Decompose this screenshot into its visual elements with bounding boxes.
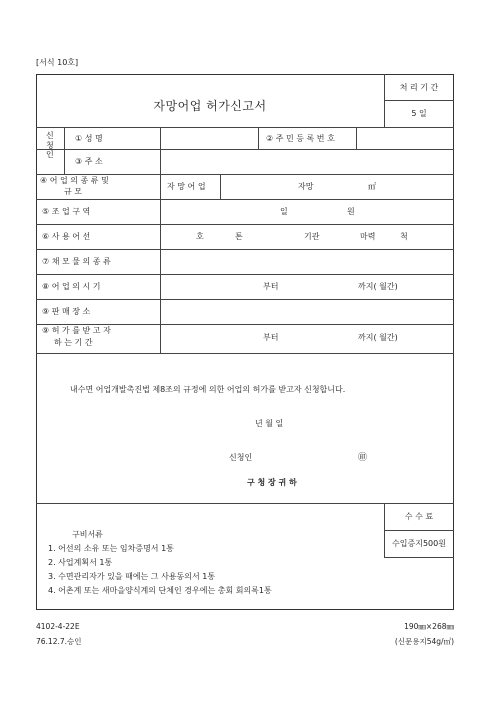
row-divider [36, 299, 454, 300]
fee-value: 수입증지500원 [392, 539, 446, 548]
applicant-signature-label: 신청인 [229, 453, 253, 462]
period-to: 까지( 월간) [358, 282, 398, 291]
fishery-type-unit: ㎡ [368, 182, 376, 191]
fee-label: 수 수 료 [404, 512, 434, 521]
sales-label: ⑨ 판 매 장 소 [42, 307, 91, 316]
approval-date: 76.12.7.승인 [36, 637, 82, 646]
vessel-unit-4: 마력 [360, 232, 376, 241]
form-title: 자망어업 허가신고서 [153, 99, 267, 113]
permit-label-line2: 하 는 기 간 [54, 338, 93, 347]
seal-mark: ㊞ [358, 453, 368, 463]
vessel-unit-1: 호 [196, 232, 204, 241]
title-divider [384, 74, 385, 127]
period-label: ⑧ 어 업 의 시 기 [42, 282, 101, 291]
paper-spec: (신문용지54g/㎡) [394, 637, 454, 646]
fee-divider [384, 530, 454, 531]
processing-divider [384, 100, 454, 101]
processing-label: 처 리 기 간 [399, 83, 439, 92]
documents-heading: 구비서류 [72, 530, 103, 539]
document-item: 3. 수면관리자가 있을 때에는 그 사용동의서 1통 [48, 572, 216, 581]
form-number: [서식 10호] [36, 58, 79, 67]
applicant-label: 신 청 인 [46, 131, 54, 160]
form-code: 4102-4-22E [36, 622, 80, 631]
row-divider [36, 353, 454, 354]
declaration-date: 년 월 일 [255, 419, 284, 428]
fishery-divider [220, 174, 221, 199]
processing-value: 5 일 [411, 109, 427, 118]
fishery-type-unit-prefix: 자망 [298, 182, 314, 191]
vessel-unit-3: 기관 [304, 232, 320, 241]
applicant-divider [64, 127, 65, 174]
row-divider [36, 149, 454, 150]
row-divider [36, 127, 454, 128]
vessel-unit-5: 척 [400, 232, 408, 241]
fee-column-divider [384, 503, 385, 557]
period-from: 부터 [263, 282, 279, 291]
permit-label-line1: ⑨ 허 가 를 받 고 자 [42, 326, 111, 335]
fee-divider [384, 557, 454, 558]
row-divider [36, 249, 454, 250]
label-column-divider [160, 127, 161, 353]
recipient: 구 청 장 귀 하 [247, 478, 297, 487]
permit-from: 부터 [263, 333, 279, 342]
fishery-type-label-line1: ④ 어 업 의 종 류 및 [40, 176, 109, 185]
area-unit-2: 원 [347, 207, 355, 216]
resident-number-label: ② 주 민 등 록 번 호 [266, 134, 335, 143]
fishery-type-label-line2: 규 모 [64, 187, 82, 196]
name-divider [258, 127, 259, 149]
address-label: ③ 주 소 [75, 157, 103, 166]
catch-label: ⑦ 채 모 물 의 종 류 [42, 257, 111, 266]
declaration-text: 내수면 어업개발촉진법 제8조의 규정에 의한 어업의 허가를 받고자 신청합니다. [70, 385, 346, 394]
paper-size: 190㎜×268㎜ [404, 622, 454, 631]
area-label: ⑤ 조 업 구 역 [42, 207, 91, 216]
document-item: 1. 어선의 소유 또는 임차증명서 1통 [48, 544, 174, 553]
row-divider [36, 274, 454, 275]
resident-divider [356, 127, 357, 149]
permit-to: 까지( 월간) [358, 333, 398, 342]
area-unit-1: 일 [280, 207, 288, 216]
document-item: 4. 어촌계 또는 새마을양식계의 단체인 경우에는 총회 회의록1통 [48, 586, 272, 595]
row-divider [36, 324, 454, 325]
vessel-label: ⑥ 사 용 어 선 [42, 232, 91, 241]
row-divider [36, 174, 454, 175]
row-divider [36, 224, 454, 225]
name-label: ① 성 명 [75, 134, 103, 143]
row-divider [36, 199, 454, 200]
fishery-type-name: 자 망 어 업 [167, 182, 206, 191]
document-item: 2. 사업계획서 1통 [48, 558, 113, 567]
vessel-unit-2: 톤 [235, 232, 243, 241]
row-divider [36, 503, 454, 504]
